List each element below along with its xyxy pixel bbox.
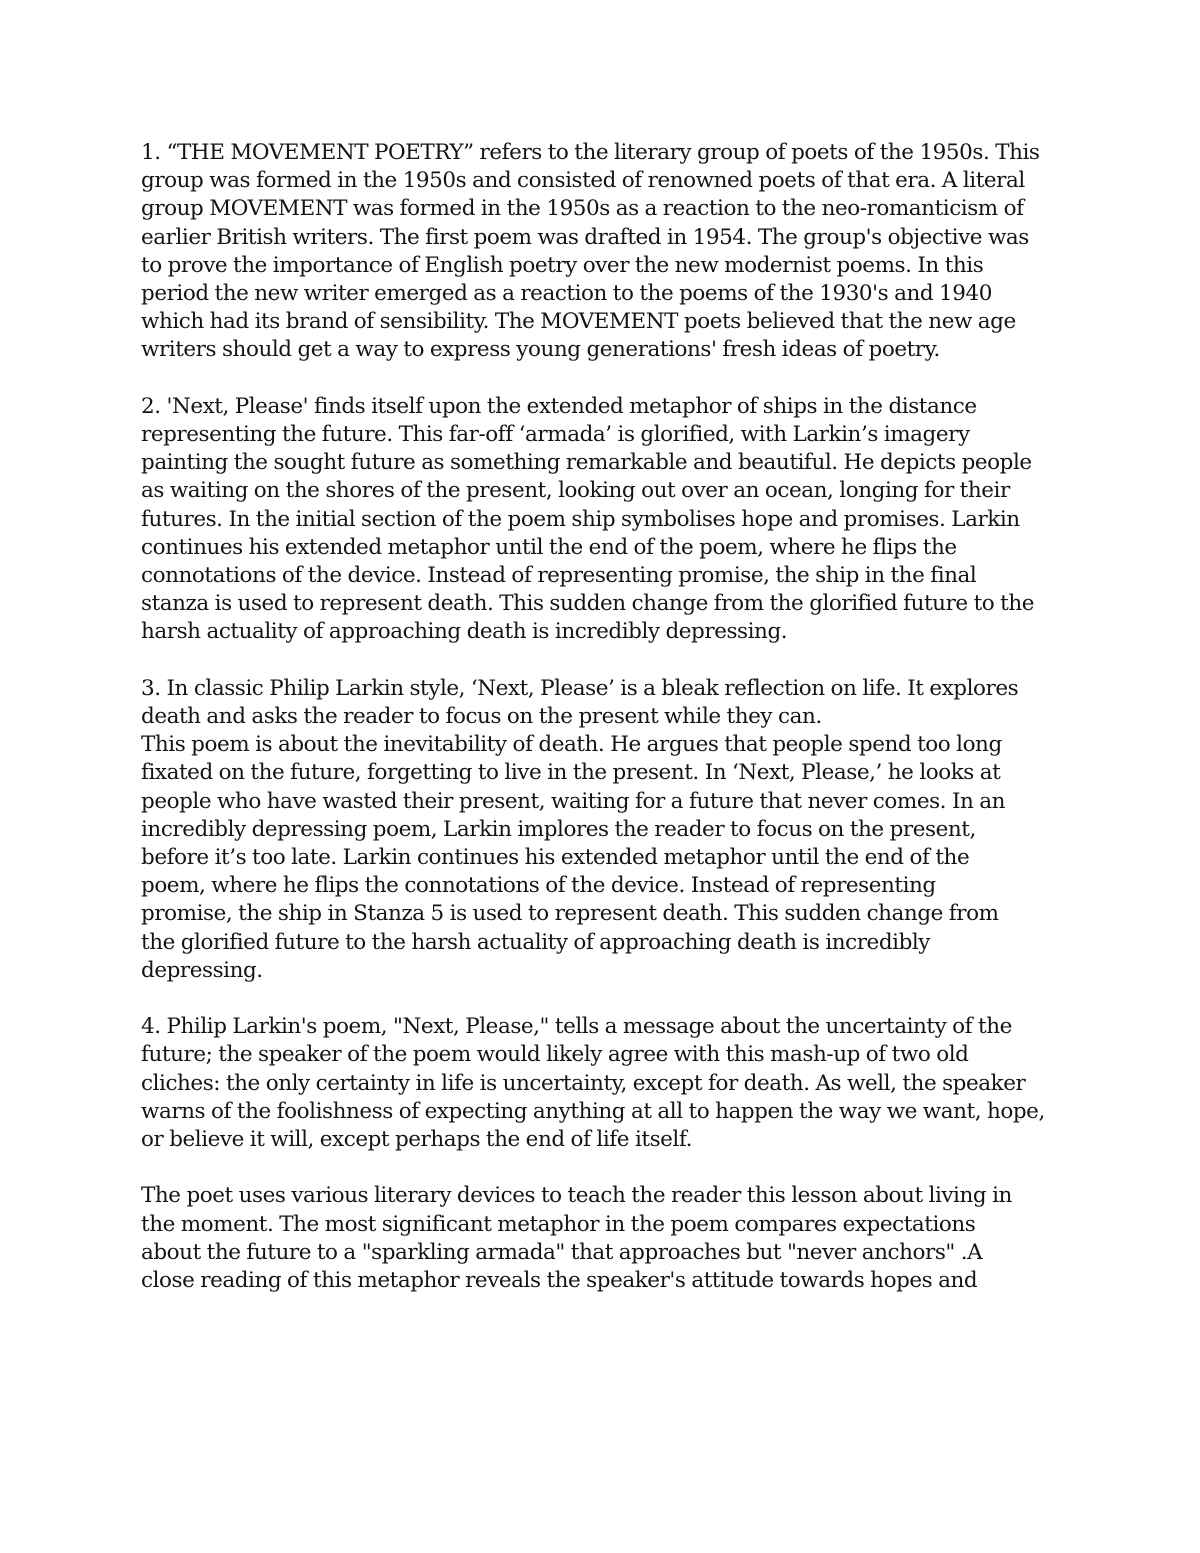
text-line: period the new writer emerged as a reaction to the poems of the 1930's and 1940 <box>141 281 992 307</box>
text-line: depressing. <box>141 957 263 983</box>
text-line: warns of the foolishness of expecting anything at all to happen the way we want, hope, <box>141 1098 1045 1124</box>
text-line: to prove the importance of English poetry over the new modernist poems. In this <box>141 252 984 278</box>
text-line: about the future to a "sparkling armada" that approaches but "never anchors" .A <box>141 1239 983 1265</box>
text-line: death and asks the reader to focus on the present while they can. <box>141 704 822 730</box>
paragraph-spacer <box>141 1154 1056 1182</box>
paragraph-spacer <box>141 647 1056 675</box>
text-line: group MOVEMENT was formed in the 1950s as a reaction to the neo-romanticism of <box>141 196 1024 222</box>
text-line: incredibly depressing poem, Larkin implores the reader to focus on the present, <box>141 816 976 842</box>
text-line: writers should get a way to express young generations' fresh ideas of poetry. <box>141 337 940 363</box>
text-line: 1. “THE MOVEMENT POETRY” refers to the literary group of poets of the 1950s. This <box>141 140 1040 165</box>
text-line: representing the future. This far-off ‘armada’ is glorified, with Larkin’s imagery <box>141 422 970 448</box>
paragraph-2 <box>141 393 1056 647</box>
text-line: stanza is used to represent death. This sudden change from the glorified future to the <box>141 591 1034 617</box>
text-line: future; the speaker of the poem would likely agree with this mash-up of two old <box>141 1042 969 1068</box>
text-line: group was formed in the 1950s and consisted of renowned poets of that era. A literal <box>141 168 1025 194</box>
text-line: as waiting on the shores of the present, looking out over an ocean, longing for their <box>141 478 1010 504</box>
text-line: The poet uses various literary devices to teach the reader this lesson about living in <box>141 1183 1012 1209</box>
text-line: cliches: the only certainty in life is uncertainty, except for death. As well, the speaker <box>141 1070 1026 1096</box>
text-line: This poem is about the inevitability of death. He argues that people spend too long <box>141 732 1002 758</box>
paragraph-5 <box>141 1182 1056 1295</box>
paragraph-spacer <box>141 985 1056 1013</box>
paragraph-4 <box>141 1013 1056 1154</box>
text-line: continues his extended metaphor until the end of the poem, where he flips the <box>141 534 957 560</box>
text-line: earlier British writers. The first poem was drafted in 1954. The group's objective was <box>141 224 1029 250</box>
text-line: 3. In classic Philip Larkin style, ‘Next, Please’ is a bleak reflection on life. It explores <box>141 675 1019 701</box>
text-line: close reading of this metaphor reveals the speaker's attitude towards hopes and <box>141 1268 978 1294</box>
text-line: connotations of the device. Instead of representing promise, the ship in the final <box>141 563 977 589</box>
paragraph-1 <box>141 139 1056 365</box>
text-line: or believe it will, except perhaps the end of life itself. <box>141 1127 692 1153</box>
text-line: the moment. The most significant metaphor in the poem compares expectations <box>141 1211 976 1237</box>
text-line: 4. Philip Larkin's poem, "Next, Please," tells a message about the uncertainty of the <box>141 1014 1012 1040</box>
text-line: poem, where he flips the connotations of the device. Instead of representing <box>141 873 936 899</box>
text-line: futures. In the initial section of the poem ship symbolises hope and promises. Larkin <box>141 506 1020 532</box>
text-line: before it’s too late. Larkin continues his extended metaphor until the end of the <box>141 845 970 871</box>
text-line: which had its brand of sensibility. The MOVEMENT poets believed that the new age <box>141 309 1016 335</box>
text-line: the glorified future to the harsh actuality of approaching death is incredibly <box>141 929 931 955</box>
text-line: painting the sought future as something remarkable and beautiful. He depicts people <box>141 450 1032 476</box>
document-body <box>141 139 1056 1295</box>
text-line: harsh actuality of approaching death is incredibly depressing. <box>141 619 788 645</box>
text-line: fixated on the future, forgetting to live in the present. In ‘Next, Please,’ he looks at <box>141 760 1001 786</box>
text-line: 2. 'Next, Please' finds itself upon the extended metaphor of ships in the distance <box>141 393 977 419</box>
text-line: people who have wasted their present, waiting for a future that never comes. In an <box>141 788 1006 814</box>
paragraph-spacer <box>141 365 1056 393</box>
paragraph-3 <box>141 675 1056 985</box>
text-line: promise, the ship in Stanza 5 is used to represent death. This sudden change from <box>141 901 999 927</box>
